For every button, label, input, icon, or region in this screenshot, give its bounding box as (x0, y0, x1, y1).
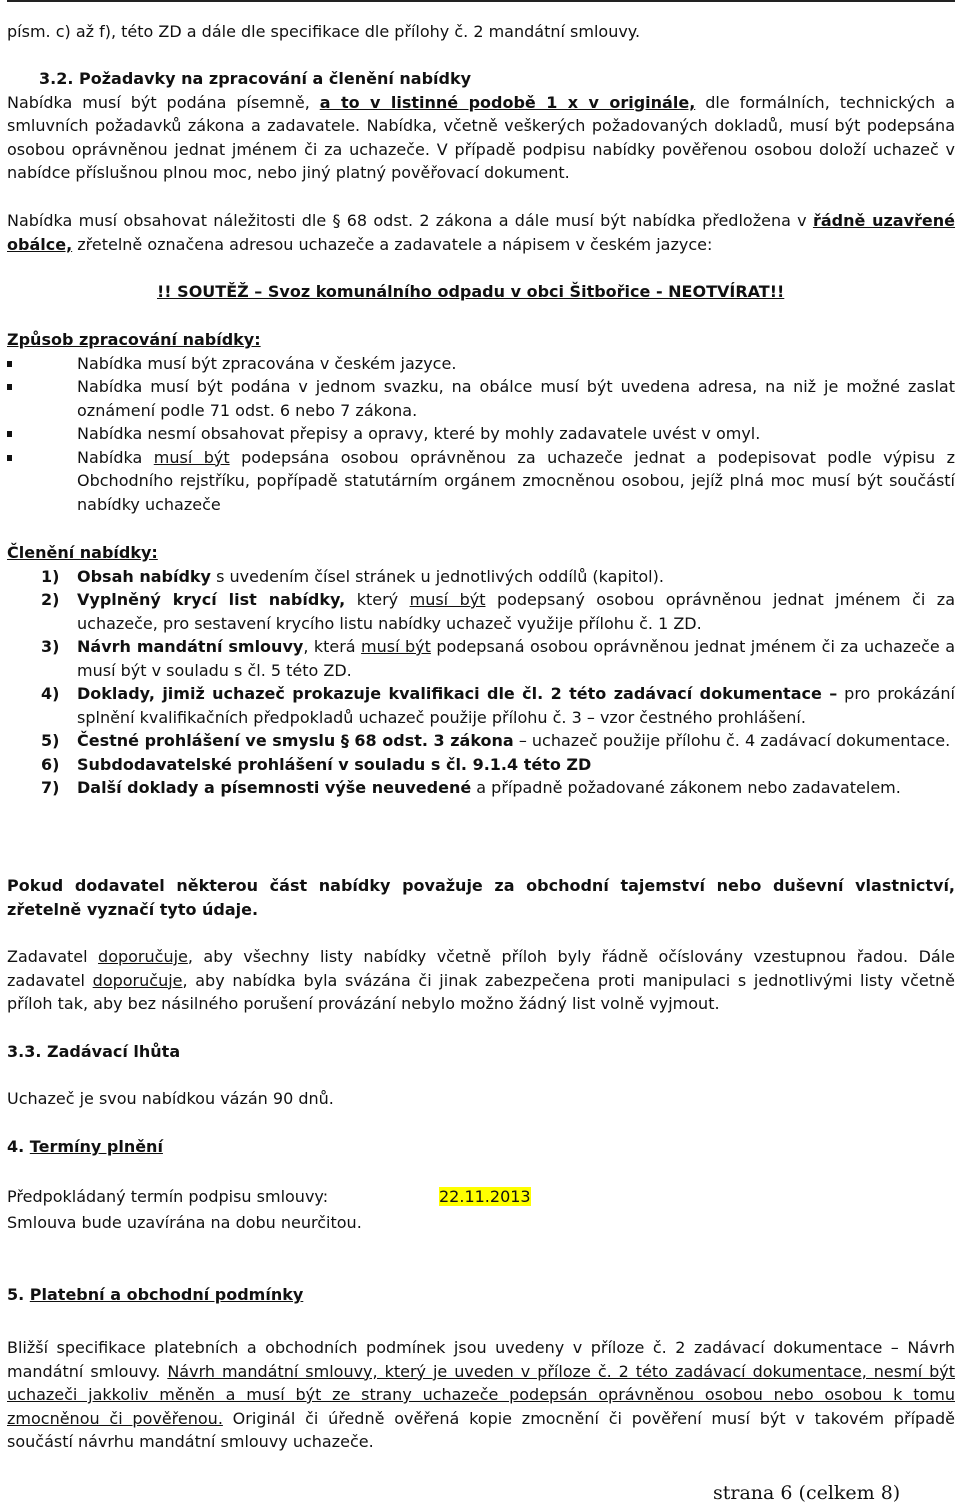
square-bullet-icon (7, 455, 12, 461)
recommendation-paragraph: Zadavatel doporučuje, aby všechny listy nabídky včetně příloh byly řádně očíslovány vzestupnou řadou. Dále zadavatel doporučuje, aby nabídka byla svázána či jinak zabezpečena proti manipulaci s jednotlivými listy včetně příloh tak, aby bez násilného porušení provázání nebylo možno žádný list volně vyjmout. (7, 947, 956, 1013)
list-item: 5) Čestné prohlášení ve smyslu § 68 odst. 3 zákona – uchazeč použije přílohu č. 4 zadávací dokumentace. (41, 731, 951, 750)
section-3-2 (7, 67, 955, 185)
section-5-heading: 5. Platební a obchodní podmínky (7, 1285, 304, 1304)
list-item: Nabídka musí být zpracována v českém jazyce. (7, 352, 955, 376)
section-3-3-heading: 3.3. Zadávací lhůta (7, 1042, 181, 1061)
list-item: 3) Návrh mandátní smlouvy, která musí být podepsaná osobou oprávněnou jednat jménem či za uchazeče a musí být v souladu s čl. 5 této ZD. (41, 637, 956, 680)
zpusob-section (7, 328, 955, 516)
cleneni-section (7, 541, 955, 800)
envelope-label: !! SOUTĚŽ – Svoz komunálního odpadu v obci Šitbořice - NEOTVÍRAT!! (157, 282, 785, 301)
list-item: 1) Obsah nabídky s uvedením čísel stránek u jednotlivých oddílů (kapitol). (41, 566, 664, 586)
trade-secret-note: Pokud dodavatel některou část nabídky považuje za obchodní tajemství nebo duševní vlastnictví, zřetelně vyznačí tyto údaje. (7, 876, 955, 919)
square-bullet-icon (7, 431, 12, 437)
list-item: Nabídka nesmí obsahovat přepisy a opravy, které by mohly zadavatele uvést v omyl. (7, 422, 955, 446)
page-number: strana 6 (celkem 8) (713, 1482, 901, 1504)
square-bullet-icon (7, 361, 12, 367)
list-item: 4) Doklady, jimiž uchazeč prokazuje kvalifikaci dle čl. 2 této zadávací dokumentace – pro prokázání splnění kvalifikačních předpokladů uchazeč použije přílohu č. 3 – vzor čestného prohlášení. (41, 684, 956, 727)
section-5-paragraph: Bližší specifikace platebních a obchodních podmínek jsou uvedeny v příloze č. 2 zadávací dokumentace – Návrh mandátní smlouvy. Návrh mandátní smlouvy, který je uveden v příloze č. 2 této zadávací dokumentace, nesmí být uchazeči jakkoliv měněn a musí být ze strany uchazeče podepsán oprávněnou osobou nebo osobou k tomu zmocněnou či pověřenou. Originál či úředně ověřená kopie zmocnění či pověření musí být v takovém případě součástí návrhu mandátní smlouvy uchazeče. (7, 1338, 956, 1451)
zpusob-heading: Způsob zpracování nabídky: (7, 330, 261, 349)
zpusob-list (7, 352, 955, 517)
list-item: 6) Subdodavatelské prohlášení v souladu s čl. 9.1.4 této ZD (41, 754, 592, 774)
section-3-3-text: Uchazeč je svou nabídkou vázán 90 dnů. (7, 1089, 334, 1108)
square-bullet-icon (7, 384, 12, 390)
cleneni-list (7, 565, 955, 800)
list-item: Nabídka musí být podepsána osobou oprávněnou za uchazeče jednat a podepisovat podle výpisu z Obchodního rejstříku, popřípadě statutárním orgánem zmocněnou osobou, jejíž plná moc musí být součástí nabídky uchazeče (7, 446, 955, 517)
list-item: 2) Vyplněný krycí list nabídky, který musí být podepsaný osobou oprávněnou jednat jménem či za uchazeče, pro sestavení krycího listu nabídky uchazeč využije přílohu č. 1 ZD. (41, 590, 956, 633)
section-3-2-heading: 3.2. Požadavky na zpracování a členění nabídky (39, 69, 472, 88)
cleneni-heading: Členění nabídky: (7, 543, 158, 562)
section-4-body (7, 1187, 955, 1234)
section-3-2-paragraph-2: Nabídka musí obsahovat náležitosti dle § 68 odst. 2 zákona a dále musí být nabídka předložena v řádně uzavřené obálce, zřetelně označena adresou uchazeče a zadavatele a nápisem v českém jazyce: (7, 211, 956, 254)
signing-date-label: Předpokládaný termín podpisu smlouvy: (7, 1187, 329, 1206)
section-3-2-paragraph-1: Nabídka musí být podána písemně, a to v listinné podobě 1 x v originále, dle formálních, technických a smluvních požadavků zákona a zadavatele. Nabídka, včetně veškerých požadovaných dokladů, musí být podepsána osobou oprávněnou jednat jménem či za uchazeče. V případě podpisu nabídky pověřenou osobou doloží uchazeč v nabídce příslušnou plnou moc, nebo jiný platný pověřovací dokument. (7, 92, 956, 182)
list-item: Nabídka musí být podána v jednom svazku, na obálce musí být uvedena adresa, na niž je možné zaslat oznámení podle 71 odst. 6 nebo 7 zákona. (7, 375, 955, 422)
intro-line: písm. c) až f), této ZD a dále dle specifikace dle přílohy č. 2 mandátní smlouvy. (7, 22, 641, 41)
section-4-heading: 4. Termíny plnění (7, 1137, 163, 1156)
top-rule (7, 0, 955, 2)
signing-date-value: 22.11.2013 (439, 1187, 531, 1206)
contract-duration: Smlouva bude uzavírána na dobu neurčitou. (7, 1212, 362, 1232)
list-item: 7) Další doklady a písemnosti výše neuvedené a případně požadované zákonem nebo zadavatelem. (41, 778, 901, 797)
